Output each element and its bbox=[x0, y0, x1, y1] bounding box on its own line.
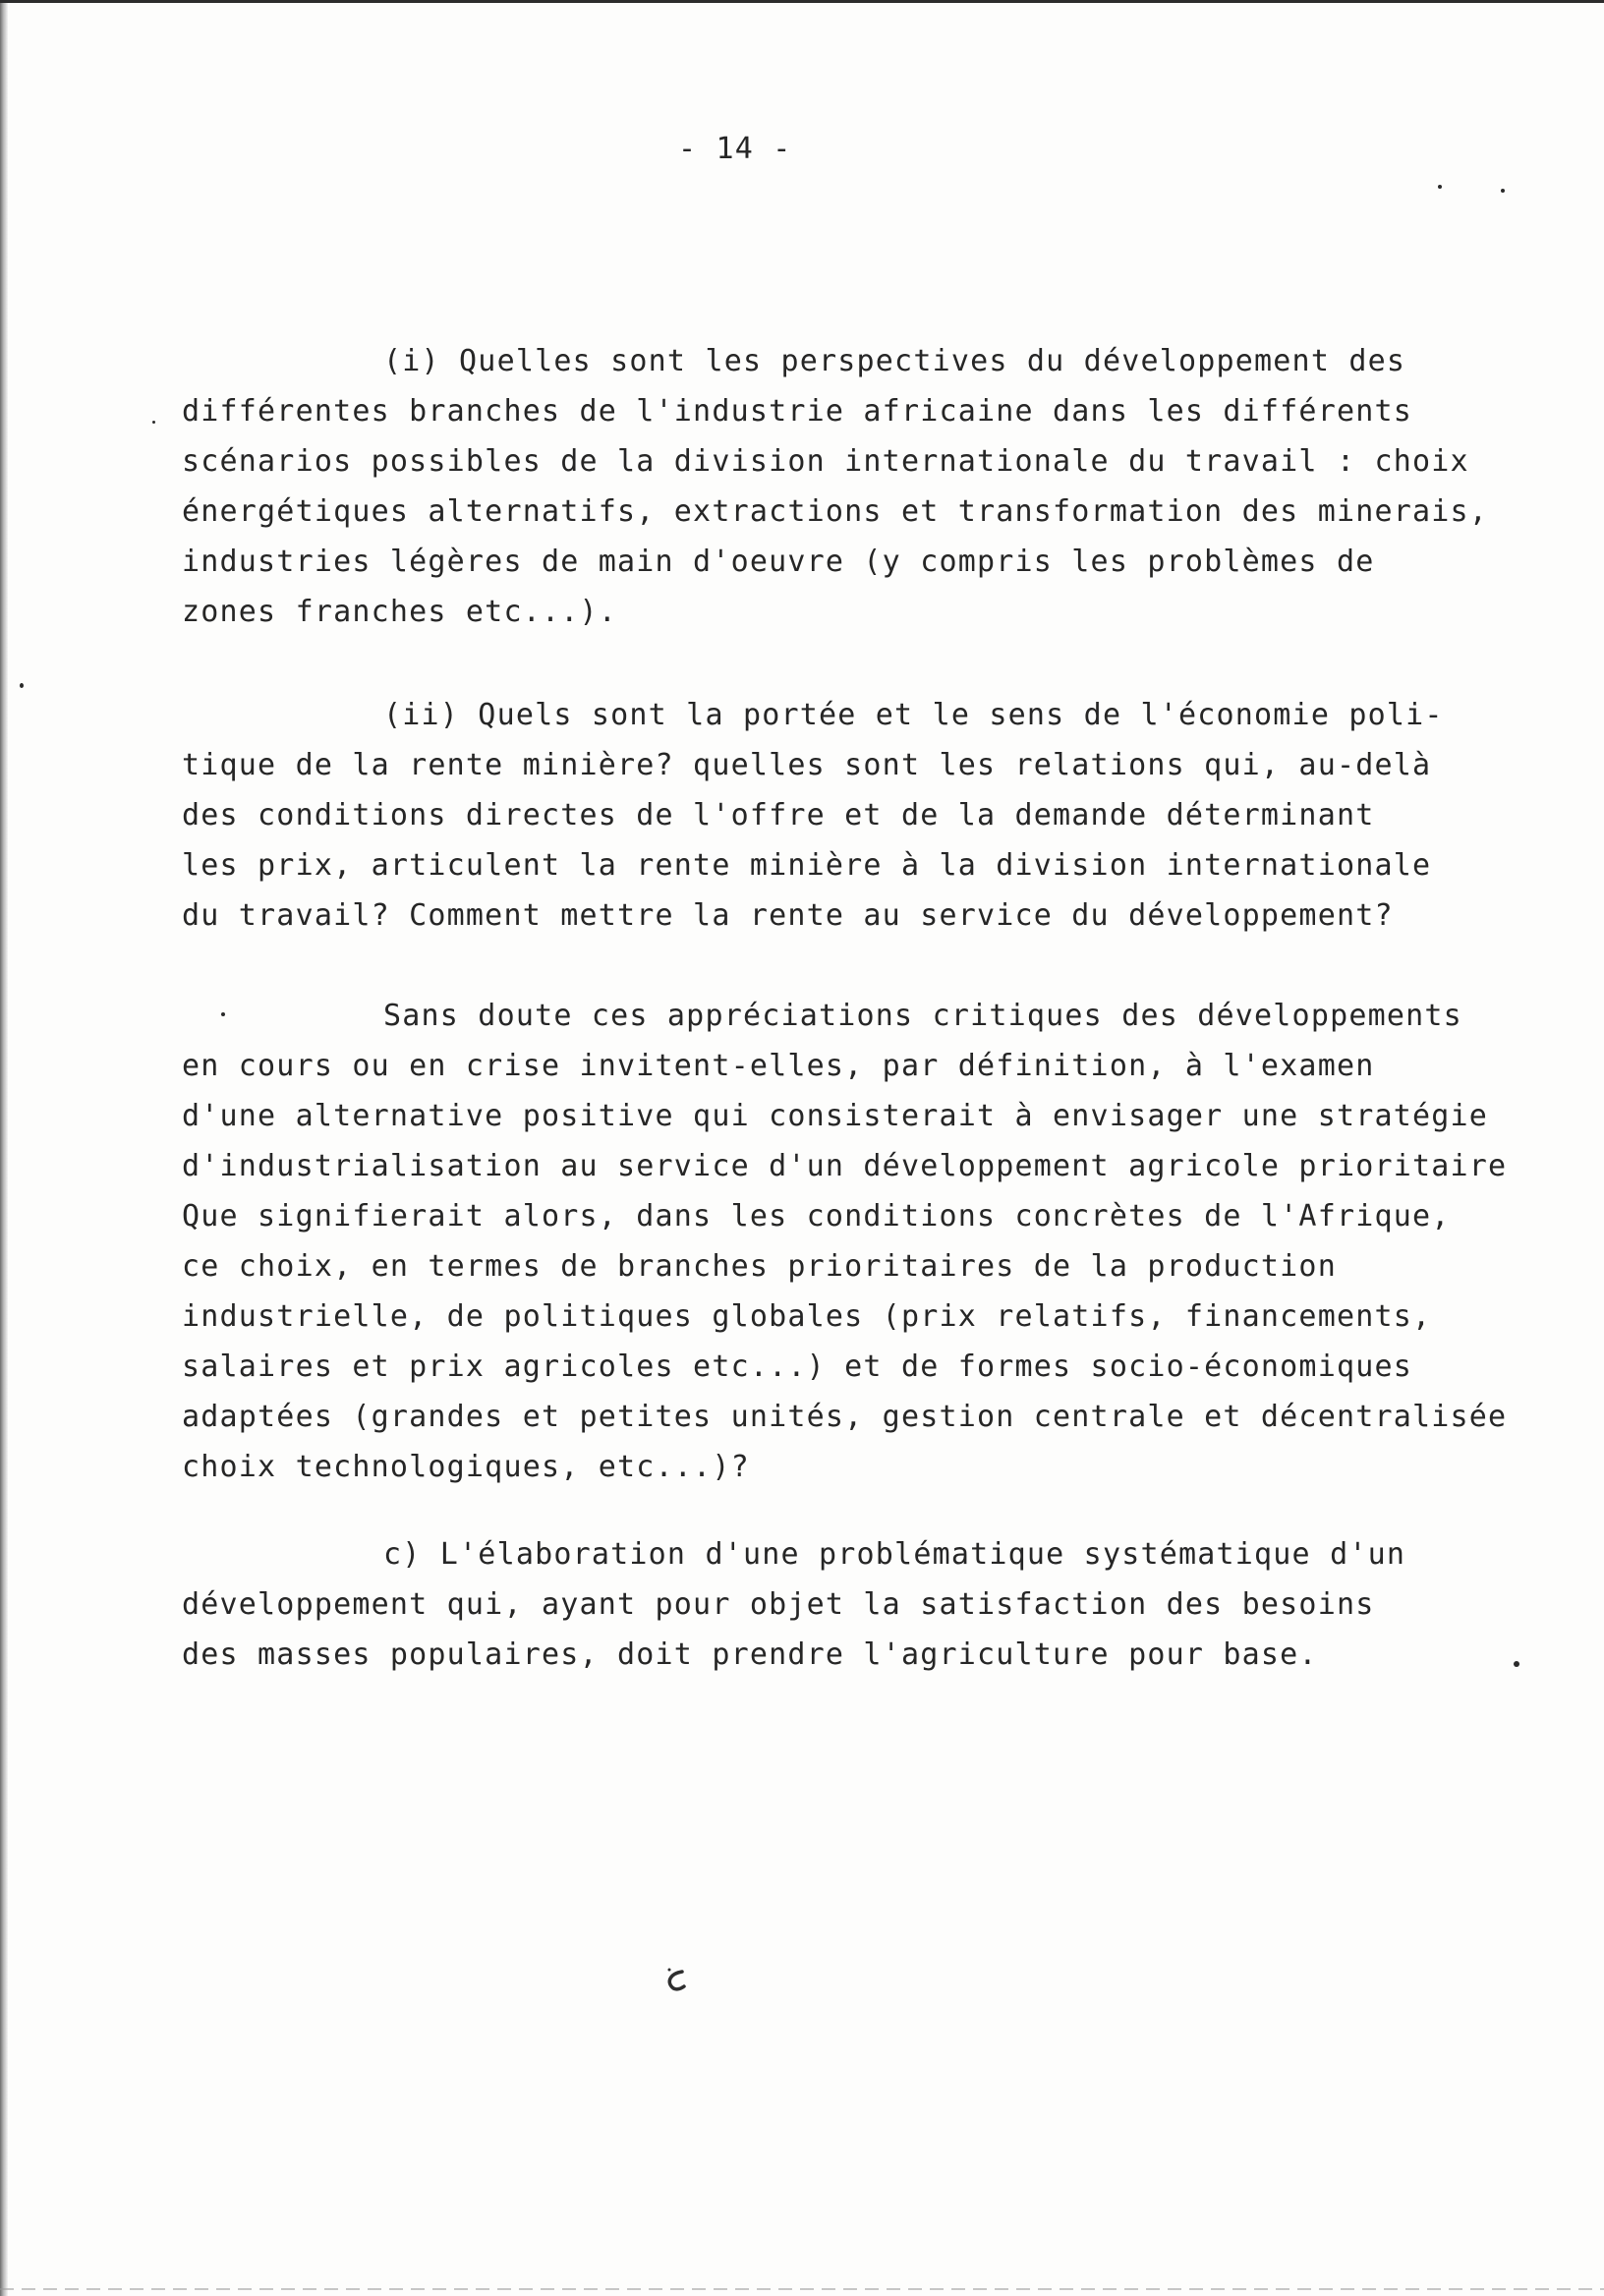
paragraph-line: salaires et prix agricoles etc...) et de formes socio-économiques bbox=[182, 1349, 1412, 1384]
paragraph-line: des conditions directes de l'offre et de la demande déterminant bbox=[182, 798, 1375, 832]
paragraph-line: Que signifierait alors, dans les conditions concrètes de l'Afrique, bbox=[182, 1199, 1451, 1234]
paragraph-line: différentes branches de l'industrie africaine dans les différents bbox=[182, 394, 1412, 429]
paragraph-2 bbox=[182, 690, 1538, 941]
paragraph-line: (i) Quelles sont les perspectives du développement des bbox=[383, 344, 1406, 378]
scan-speck bbox=[1514, 1661, 1519, 1667]
paragraph-line: choix technologiques, etc...)? bbox=[182, 1450, 750, 1484]
scan-binding-edge bbox=[0, 0, 8, 2296]
paragraph-line: ce choix, en termes de branches prioritaires de la production bbox=[182, 1249, 1337, 1284]
paragraph-line: d'une alternative positive qui consisterait à envisager une stratégie bbox=[182, 1099, 1489, 1133]
scan-top-edge bbox=[0, 0, 1604, 3]
paragraph-line: les prix, articulent la rente minière à la division internationale bbox=[182, 848, 1432, 883]
paragraph-line: scénarios possibles de la division internationale du travail : choix bbox=[182, 444, 1469, 479]
scan-bottom-edge bbox=[0, 2288, 1604, 2290]
paragraph-line: en cours ou en crise invitent-elles, par définition, à l'examen bbox=[182, 1049, 1375, 1083]
paragraph-line: industries légères de main d'oeuvre (y compris les problèmes de bbox=[182, 545, 1375, 579]
paragraph-line: zones franches etc...). bbox=[182, 595, 618, 629]
page-number: - 14 - bbox=[678, 132, 792, 166]
paragraph-4 bbox=[182, 1529, 1538, 1680]
scan-speck bbox=[152, 421, 155, 424]
paragraph-line: développement qui, ayant pour objet la satisfaction des besoins bbox=[182, 1587, 1375, 1622]
paragraph-line: tique de la rente minière? quelles sont les relations qui, au-delà bbox=[182, 748, 1432, 782]
paragraph-line: c) L'élaboration d'une problématique systématique d'un bbox=[383, 1537, 1406, 1572]
paragraph-line: énergétiques alternatifs, extractions et transformation des minerais, bbox=[182, 494, 1489, 529]
paragraph-line: adaptées (grandes et petites unités, gestion centrale et décentralisée bbox=[182, 1400, 1508, 1434]
scan-speck bbox=[20, 683, 24, 688]
scan-speck bbox=[221, 1012, 225, 1016]
paragraph-line: d'industrialisation au service d'un développement agricole prioritaire bbox=[182, 1149, 1508, 1183]
paragraph-line: des masses populaires, doit prendre l'agriculture pour base. bbox=[182, 1637, 1318, 1672]
paragraph-line: du travail? Comment mettre la rente au service du développement? bbox=[182, 898, 1394, 933]
scan-speck bbox=[1501, 189, 1505, 193]
paragraph-line: (ii) Quels sont la portée et le sens de l'économie poli- bbox=[383, 698, 1444, 732]
ink-mark bbox=[660, 1966, 690, 1995]
paragraph-3 bbox=[182, 991, 1538, 1492]
paragraph-1 bbox=[182, 336, 1538, 637]
scan-speck bbox=[1438, 185, 1442, 189]
paragraph-line: Sans doute ces appréciations critiques des développements bbox=[383, 999, 1462, 1033]
paragraph-line: industrielle, de politiques globales (prix relatifs, financements, bbox=[182, 1299, 1432, 1334]
